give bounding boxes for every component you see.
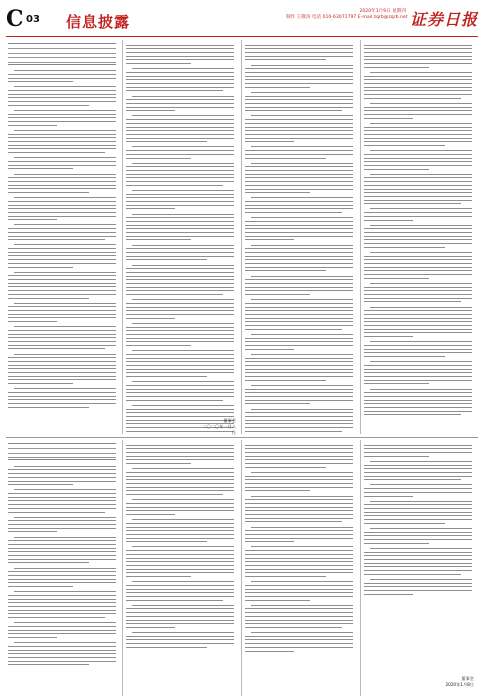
article-column-3 <box>245 42 353 434</box>
notice-disclaimer <box>8 43 116 65</box>
column-divider <box>241 40 242 434</box>
masthead-rule <box>6 36 478 37</box>
column-divider <box>122 40 123 434</box>
masthead <box>6 6 478 34</box>
lower-notice-disclaimer <box>8 443 116 460</box>
article-column-4 <box>364 42 472 434</box>
lower-article-column-1 <box>8 442 116 694</box>
column-divider <box>360 40 361 434</box>
contact-line: 制作 王敬涛 电话 010-63071797 E-mail zqrb@zqrb.net <box>286 15 408 20</box>
masthead-meta <box>286 9 406 21</box>
lower-article-column-4 <box>364 442 472 662</box>
signature-org: 董事会 <box>223 418 236 423</box>
signature-org: 董事会 <box>461 676 474 681</box>
lower-article-column-2 <box>126 442 234 694</box>
signature-date: 二〇二〇年一月八日 <box>202 423 236 435</box>
section-number: 03 <box>26 14 40 25</box>
newspaper-logo: 证券日报 <box>409 10 478 29</box>
article-separator <box>6 437 478 438</box>
column-divider <box>122 440 123 696</box>
signature-date: 2020年1月8日 <box>445 681 474 687</box>
issue-date: 2020年1月9日 星期四 <box>359 9 406 14</box>
lower-article-column-3 <box>245 442 353 694</box>
section-letter: C <box>6 6 24 32</box>
signature-block-top <box>200 418 236 435</box>
signature-block-bottom <box>400 676 474 688</box>
article-column-2 <box>126 42 234 434</box>
section-title: 信息披露 <box>66 13 131 31</box>
column-divider <box>360 440 361 696</box>
article-column-1 <box>8 42 116 434</box>
column-divider <box>241 440 242 696</box>
